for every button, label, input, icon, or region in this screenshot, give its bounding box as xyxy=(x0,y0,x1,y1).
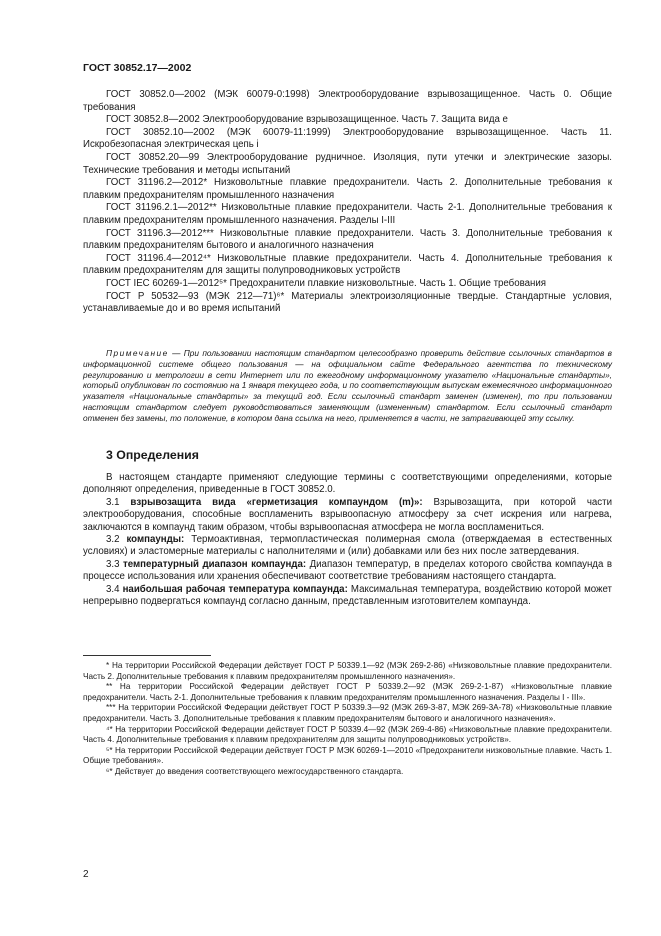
footnote: *** На территории Российской Федерации действует ГОСТ Р 50339.3—92 (МЭК 269-3-87, МЭК 269-3А-78) «Низковольтные плавкие предохранители. Часть 3. Дополнительные требования к плавким предохранителям бытового и аналогичного назначения». xyxy=(83,703,612,723)
definition-number: 3.3 xyxy=(106,558,123,570)
footnote: * На территории Российской Федерации действует ГОСТ Р 50339.1—92 (МЭК 269-2-86) «Низковольтные плавкие предохранители. Часть 2. Дополнительные требования к плавким предохранителям промышленного назначения». xyxy=(83,661,612,681)
section-title: 3 Определения xyxy=(106,448,199,462)
footnote-divider xyxy=(83,655,211,656)
page-number: 2 xyxy=(83,869,89,880)
definitions-block xyxy=(83,472,612,608)
document-header: ГОСТ 30852.17—2002 xyxy=(83,62,192,74)
reference-item: ГОСТ 30852.0—2002 (МЭК 60079-0:1998) Электрооборудование взрывозащищенное. Часть 0. Общие требования xyxy=(83,89,612,113)
footnotes xyxy=(83,661,612,778)
reference-item: ГОСТ 30852.8—2002 Электрооборудование взрывозащищенное. Часть 7. Защита вида е xyxy=(106,114,508,126)
footnote: ⁵* На территории Российской Федерации действует ГОСТ Р МЭК 60269-1—2010 «Предохранители низковольтные плавкие. Часть 1. Общие требования». xyxy=(83,745,612,766)
reference-item: ГОСТ 30852.20—99 Электрооборудование рудничное. Изоляция, пути утечки и электрические зазоры. Технические требования и методы испытаний xyxy=(83,151,612,176)
definition-text: Диапазон температур, в пределах которого свойства компаунда в процессе использования или хранения обеспечивают соответствие требованиям настоящего стандарта. xyxy=(83,558,612,583)
reference-note xyxy=(83,348,612,424)
definition-text: Максимальная температура, воздействию которой может непрерывно подвергаться компаунд согласно данным, представленным изготовителем компаунда. xyxy=(83,583,612,608)
definition-item xyxy=(83,584,612,609)
definition-item xyxy=(83,559,612,584)
definition-number: 3.4 xyxy=(106,583,123,595)
note-text: — При пользовании настоящим стандартом целесообразно проверить действие ссылочных стандартов в информационной системе общего пользования — на официальном сайте Федерального агентства по техническому регулированию и метрологии в сети Интернет или по ежегодному информационному указателю «Национальные стандарты», который опубликован по состоянию на 1 января текущего года, и по соответствующим выпускам ежемесячного информационного указателя «Национальные стандарты» за текущий год. Если ссылочный стандарт заменен (изменен), то при пользовании настоящим стандартом следует руководствоваться заменяющим (измененным) стандартом. Если ссылочный стандарт отменен без замены, то положение, в котором дана ссылка на него, применяется в части, не затрагивающей эту ссылку. xyxy=(83,348,612,423)
definition-text: Взрывозащита, при которой части электрооборудования, способные воспламенить взрывоопасную атмосферу за счет искрения или нагрева, заключаются в компаунд таким образом, чтобы взрывоопасная атмосфера не могла воспламениться. xyxy=(83,496,612,533)
footnote: ⁴* На территории Российской Федерации действует ГОСТ Р 50339.4—92 (МЭК 269-4-86) «Низковольтные плавкие предохранители. Часть 4. Дополнительные требования к плавким предохранителям для защиты полупроводниковых устройств». xyxy=(83,724,612,745)
definition-term: температурный диапазон компаунда: xyxy=(122,558,307,570)
footnote: ⁶* Действует до введения соответствующего межгосударственного стандарта. xyxy=(106,766,404,776)
definition-item xyxy=(83,497,612,534)
definition-term: наибольшая рабочая температура компаунда: xyxy=(122,583,348,595)
definition-term: взрывозащита вида «герметизация компаундом (m)»: xyxy=(130,496,423,508)
reference-item: ГОСТ Р 50532—93 (МЭК 212—71)⁶* Материалы электроизоляционные твердые. Стандартные условия, устанавливаемые до и во время испытаний xyxy=(83,290,612,315)
definition-number: 3.2 xyxy=(106,534,127,546)
note-lead: Примечание xyxy=(106,348,169,358)
reference-item: ГОСТ IEC 60269-1—2012⁵* Предохранители плавкие низковольтные. Часть 1. Общие требования xyxy=(106,277,547,289)
reference-item: ГОСТ 31196.4—2012⁴* Низковольтные плавкие предохранители. Часть 4. Дополнительные требования к плавким предохранителям для защиты полупроводниковых устройств xyxy=(83,252,612,277)
definition-text: Термоактивная, термопластическая полимерная смола (отверждаемая в естественных условиях) и эластомерные материалы с наполнителями и (или) добавками или без них после затвердевания. xyxy=(83,534,612,558)
reference-item: ГОСТ 30852.10—2002 (МЭК 60079-11:1999) Электрооборудование взрывозащищенное. Часть 11. Искробезопасная электрическая цепь i xyxy=(83,126,612,151)
reference-item: ГОСТ 31196.2.1—2012** Низковольтные плавкие предохранители. Часть 2-1. Дополнительные требования к плавким предохранителям промышленного назначения. Разделы I-III xyxy=(83,202,612,226)
definition-term: компаунды: xyxy=(126,534,185,546)
reference-item: ГОСТ 31196.2—2012* Низковольтные плавкие предохранители. Часть 2. Дополнительные требования к плавким предохранителям промышленного назначения xyxy=(83,177,612,201)
section-intro: В настоящем стандарте применяют следующие термины с соответствующими определениями, которые дополняют определения, приведенные в ГОСТ 30852.0. xyxy=(83,472,612,496)
definition-number: 3.1 xyxy=(106,496,131,508)
footnote: ** На территории Российской Федерации действует ГОСТ Р 50339.2—92 (МЭК 269-2-1-87) «Низковольтные плавкие предохранители. Часть 2-1. Дополнительные требования к плавким предохранителям промышленного назначения. Разделы I - III». xyxy=(83,682,612,702)
reference-item: ГОСТ 31196.3—2012*** Низковольтные плавкие предохранители. Часть 3. Дополнительные требования к плавким предохранителям бытового и аналогичного назначения xyxy=(83,227,612,252)
definition-item xyxy=(83,534,612,559)
references-list xyxy=(83,89,612,316)
